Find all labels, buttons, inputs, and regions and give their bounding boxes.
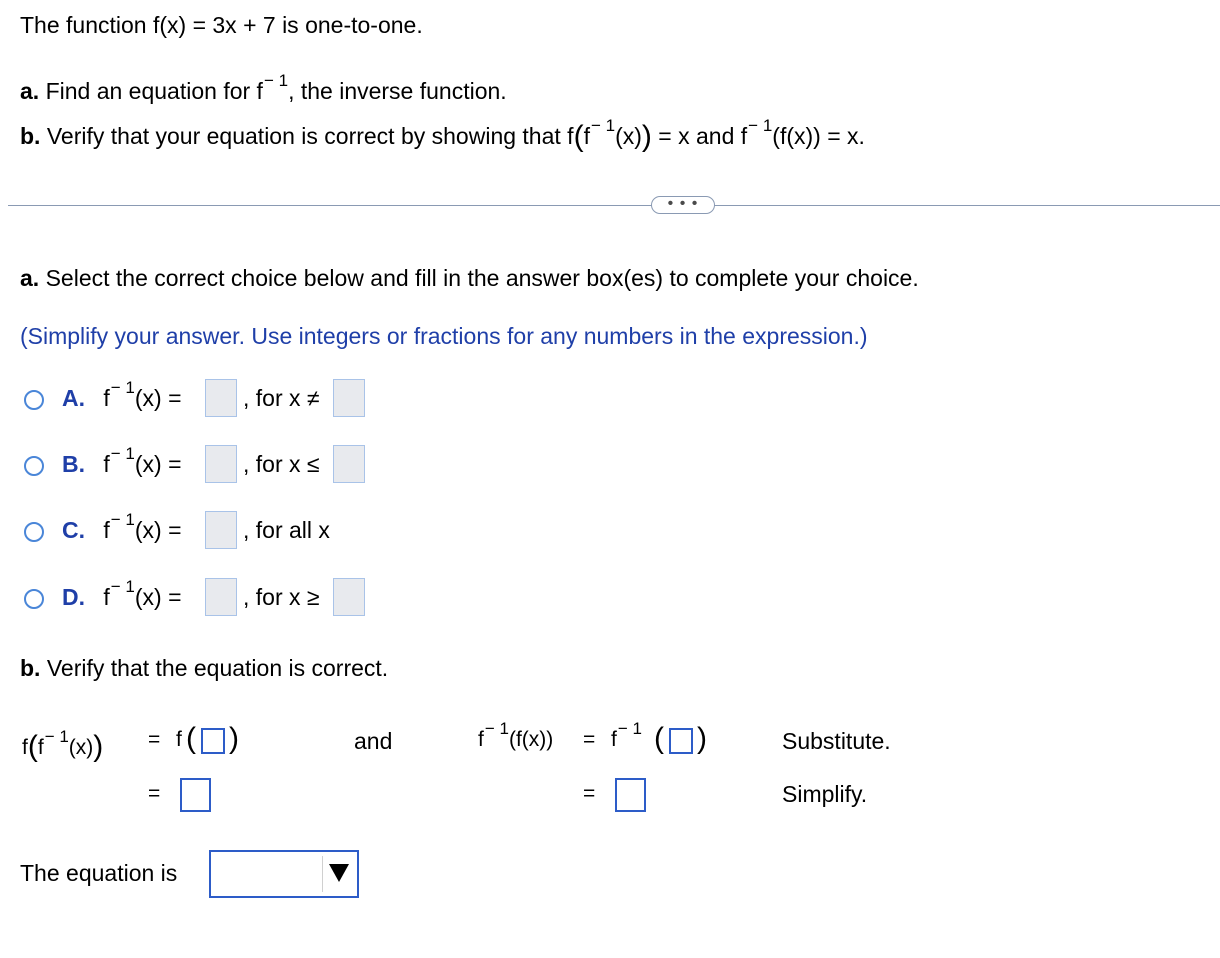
substitute-note: Substitute. bbox=[782, 728, 891, 754]
left-open-paren: ( bbox=[186, 722, 196, 755]
right-equals-1: = bbox=[583, 728, 596, 751]
left-substitute-input[interactable] bbox=[201, 728, 225, 754]
choice-b-condition: , for x ≤ bbox=[243, 451, 320, 477]
choice-a-value-input[interactable] bbox=[333, 379, 365, 417]
choice-d: D. $f^{- 1}(x)$ = bbox=[62, 577, 182, 610]
left-simplify-input[interactable] bbox=[180, 778, 211, 812]
right-verification-expression: $f^{- 1}(f(x))$ bbox=[478, 719, 554, 751]
left-f-label: f bbox=[176, 728, 182, 751]
simplify-note: Simplify. bbox=[782, 781, 868, 807]
left-equals-2: = bbox=[148, 782, 161, 805]
choice-d-value-input[interactable] bbox=[333, 578, 365, 616]
choice-b-expression-input[interactable] bbox=[205, 445, 237, 483]
conclusion-dropdown[interactable] bbox=[209, 850, 359, 898]
choice-b: B. $f^{- 1}(x)$ = bbox=[62, 444, 182, 477]
choice-a-condition: , for x ≠ bbox=[243, 385, 320, 411]
problem-part-a: a. Find an equation for $f^{- 1}$, the inverse function. bbox=[20, 71, 507, 104]
choice-c-expression-input[interactable] bbox=[205, 511, 237, 549]
section-divider bbox=[8, 205, 1220, 206]
part-b-label: b. bbox=[20, 123, 41, 149]
left-verification-expression: $f(f^{- 1}(x))$ bbox=[22, 727, 104, 763]
problem-statement: The function f(x) = 3x + 7 is one-to-one. bbox=[20, 12, 423, 38]
and-label: and bbox=[354, 728, 393, 754]
right-close-paren: ) bbox=[697, 722, 707, 755]
choice-c-radio[interactable] bbox=[24, 522, 44, 542]
show-more-button[interactable]: • • • bbox=[651, 196, 715, 214]
choice-a-radio[interactable] bbox=[24, 390, 44, 410]
choice-d-condition: , for x ≥ bbox=[243, 584, 320, 610]
choice-a: A. $f^{- 1}(x)$ = bbox=[62, 378, 182, 411]
choice-d-radio[interactable] bbox=[24, 589, 44, 609]
dropdown-arrow-icon[interactable] bbox=[329, 864, 349, 882]
choice-b-radio[interactable] bbox=[24, 456, 44, 476]
problem-part-b: b. Verify that your equation is correct by showing that $f(f^{- 1}(x)) = x$ and $f^{- 1}(f(x)) = x$. bbox=[20, 116, 865, 153]
part-a-label: a. bbox=[20, 78, 40, 104]
conclusion-label: The equation is bbox=[20, 860, 178, 886]
right-simplify-input[interactable] bbox=[615, 778, 646, 812]
right-finv-label: $f^{- 1}$ bbox=[611, 719, 642, 751]
right-open-paren: ( bbox=[654, 722, 664, 755]
choice-a-expression-input[interactable] bbox=[205, 379, 237, 417]
choice-b-value-input[interactable] bbox=[333, 445, 365, 483]
left-close-paren: ) bbox=[229, 722, 239, 755]
left-equals-1: = bbox=[148, 728, 161, 751]
part-a-hint: (Simplify your answer. Use integers or fractions for any numbers in the expression.) bbox=[20, 323, 868, 349]
right-equals-2: = bbox=[583, 782, 596, 805]
choice-d-expression-input[interactable] bbox=[205, 578, 237, 616]
choice-c-condition: , for all x bbox=[243, 517, 330, 543]
dropdown-separator bbox=[322, 856, 323, 892]
choice-c: C. $f^{- 1}(x)$ = bbox=[62, 510, 182, 543]
right-substitute-input[interactable] bbox=[669, 728, 693, 754]
part-a-instruction: a. Select the correct choice below and fill in the answer box(es) to complete your choice. bbox=[20, 265, 919, 291]
part-b-instruction: b. Verify that the equation is correct. bbox=[20, 655, 389, 681]
